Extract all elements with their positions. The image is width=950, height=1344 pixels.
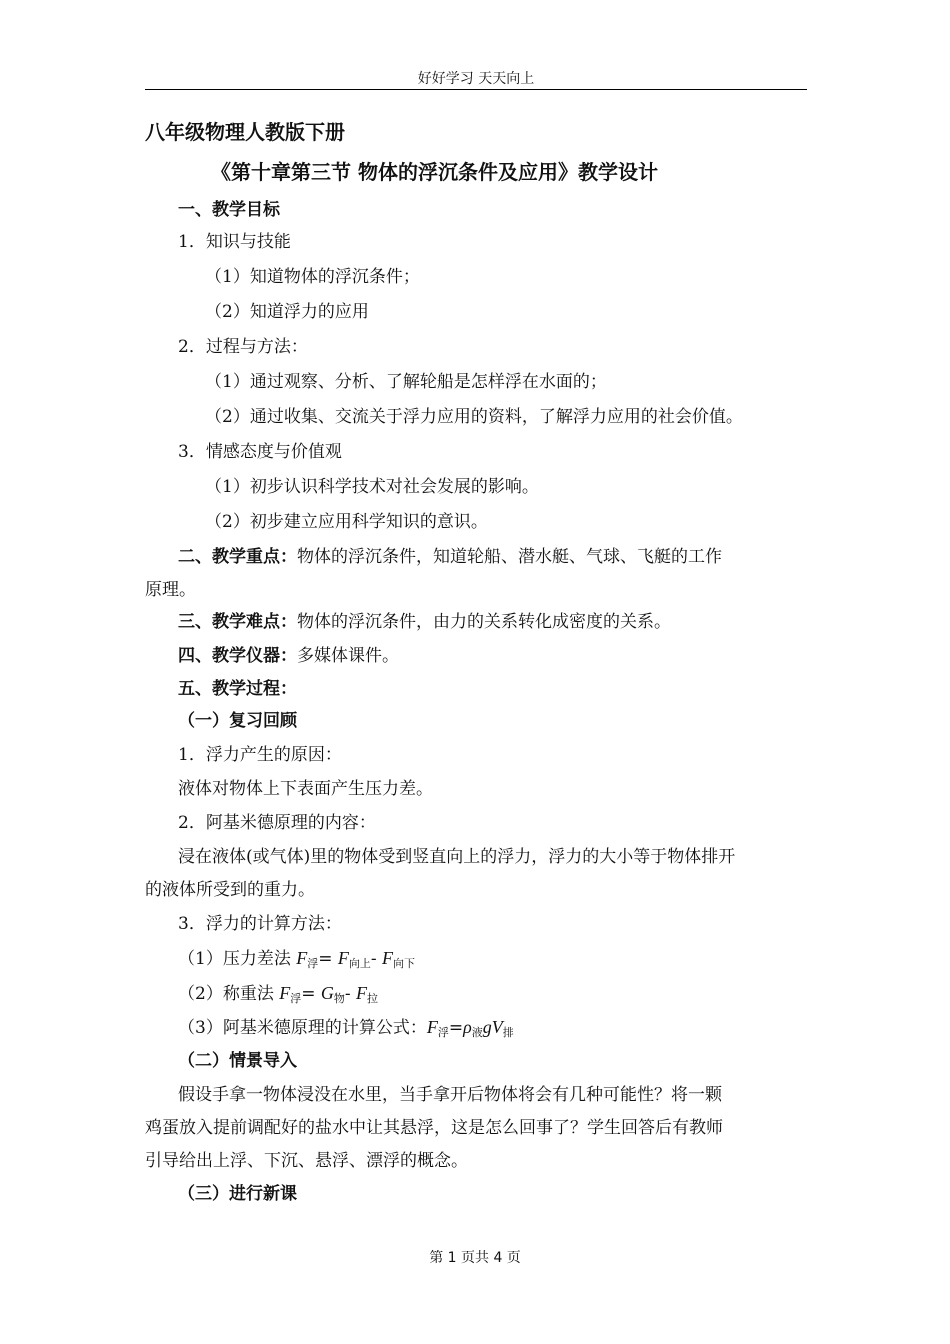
intro-text-3: 引导给出上浮、下沉、悬浮、漂浮的概念。	[145, 1151, 468, 1171]
formula-op: =	[448, 1018, 464, 1038]
formula-subscript: 物	[333, 992, 345, 1005]
method-2-label: （2）称重法	[178, 984, 274, 1004]
doc-title: 八年级物理人教版下册	[145, 120, 345, 144]
page-footer: 第 1 页共 4 页	[429, 1250, 521, 1266]
formula-subscript: 排	[502, 1026, 514, 1039]
difficulties-label: 三、教学难点：	[178, 612, 297, 632]
objective-knowledge: 1．知识与技能	[178, 232, 291, 252]
formula-subscript: 拉	[367, 992, 379, 1005]
method-pressure-difference	[178, 948, 415, 974]
formula-subscript: 浮	[437, 1026, 449, 1039]
formula-subscript: 向上	[348, 957, 371, 970]
method-archimedes-formula	[178, 1017, 514, 1043]
objective-attitude-2: （2）初步建立应用科学知识的意识。	[205, 512, 488, 532]
formula-symbol: g	[482, 1017, 492, 1037]
objective-attitude: 3．情感态度与价值观	[178, 442, 342, 462]
formula-symbol: V	[491, 1017, 503, 1037]
objective-attitude-1: （1）初步认识科学技术对社会发展的影响。	[205, 477, 539, 497]
method-weighing	[178, 983, 378, 1009]
formula-subscript: 浮	[290, 992, 302, 1005]
formula-symbol: F	[279, 983, 291, 1003]
objective-process: 2．过程与方法：	[178, 337, 308, 357]
difficulties-text: 物体的浮沉条件，由力的关系转化成密度的关系。	[297, 612, 671, 632]
review-methods: 3．浮力的计算方法：	[178, 914, 342, 934]
formula-symbol: F	[426, 1017, 438, 1037]
equipment-label: 四、教学仪器：	[178, 646, 297, 666]
review-archimedes: 2．阿基米德原理的内容：	[178, 813, 376, 833]
equipment-text: 多媒体课件。	[297, 646, 399, 666]
formula-op: -	[370, 949, 377, 969]
method-1-label: （1）压力差法	[178, 949, 291, 969]
section-equipment	[178, 646, 399, 666]
section-difficulties	[178, 612, 671, 632]
formula-subscript: 浮	[307, 957, 319, 970]
doc-subtitle: 《第十章第三节 物体的浮沉条件及应用》教学设计	[211, 160, 658, 184]
objective-process-2: （2）通过收集、交流关于浮力应用的资料，了解浮力应用的社会价值。	[205, 407, 743, 427]
formula-subscript: 向下	[393, 957, 416, 970]
formula-symbol: ρ	[463, 1017, 472, 1037]
section-objectives: 一、教学目标	[178, 200, 280, 220]
process-review: （一）复习回顾	[178, 711, 297, 731]
process-new-lesson: （三）进行新课	[178, 1184, 297, 1204]
formula-op: =	[301, 984, 316, 1004]
formula-symbol: G	[320, 983, 334, 1003]
method-3-label: （3）阿基米德原理的计算公式：	[178, 1018, 427, 1038]
formula-symbol: F	[356, 983, 368, 1003]
review-archimedes-answer-cont: 的液体所受到的重力。	[145, 880, 315, 900]
formula-symbol: F	[296, 948, 308, 968]
review-archimedes-answer: 浸在液体(或气体)里的物体受到竖直向上的浮力，浮力的大小等于物体排开	[178, 847, 736, 867]
intro-text-2: 鸡蛋放入提前调配好的盐水中让其悬浮，这是怎么回事了？学生回答后有教师	[145, 1118, 723, 1138]
objective-knowledge-1: （1）知道物体的浮沉条件；	[205, 267, 420, 287]
formula-op: -	[344, 984, 351, 1004]
formula-symbol: F	[337, 948, 349, 968]
objective-process-1: （1）通过观察、分析、了解轮船是怎样浮在水面的；	[205, 372, 607, 392]
key-points-text: 物体的浮沉条件，知道轮船、潜水艇、气球、飞艇的工作	[297, 547, 722, 567]
section-key-points	[178, 547, 722, 567]
review-cause: 1．浮力产生的原因：	[178, 745, 342, 765]
formula-subscript: 液	[471, 1026, 483, 1039]
key-points-label: 二、教学重点：	[178, 547, 297, 567]
intro-text-1: 假设手拿一物体浸没在水里，当手拿开后物体将会有几种可能性？将一颗	[178, 1085, 722, 1105]
section-process: 五、教学过程：	[178, 679, 297, 699]
review-cause-answer: 液体对物体上下表面产生压力差。	[178, 779, 433, 799]
key-points-text-cont: 原理。	[145, 580, 196, 600]
formula-op: =	[318, 949, 333, 969]
process-introduction: （二）情景导入	[178, 1051, 297, 1071]
objective-knowledge-2: （2）知道浮力的应用	[205, 302, 369, 322]
header-rule	[145, 89, 807, 90]
page-header: 好好学习 天天向上	[417, 71, 535, 87]
formula-symbol: F	[382, 948, 394, 968]
